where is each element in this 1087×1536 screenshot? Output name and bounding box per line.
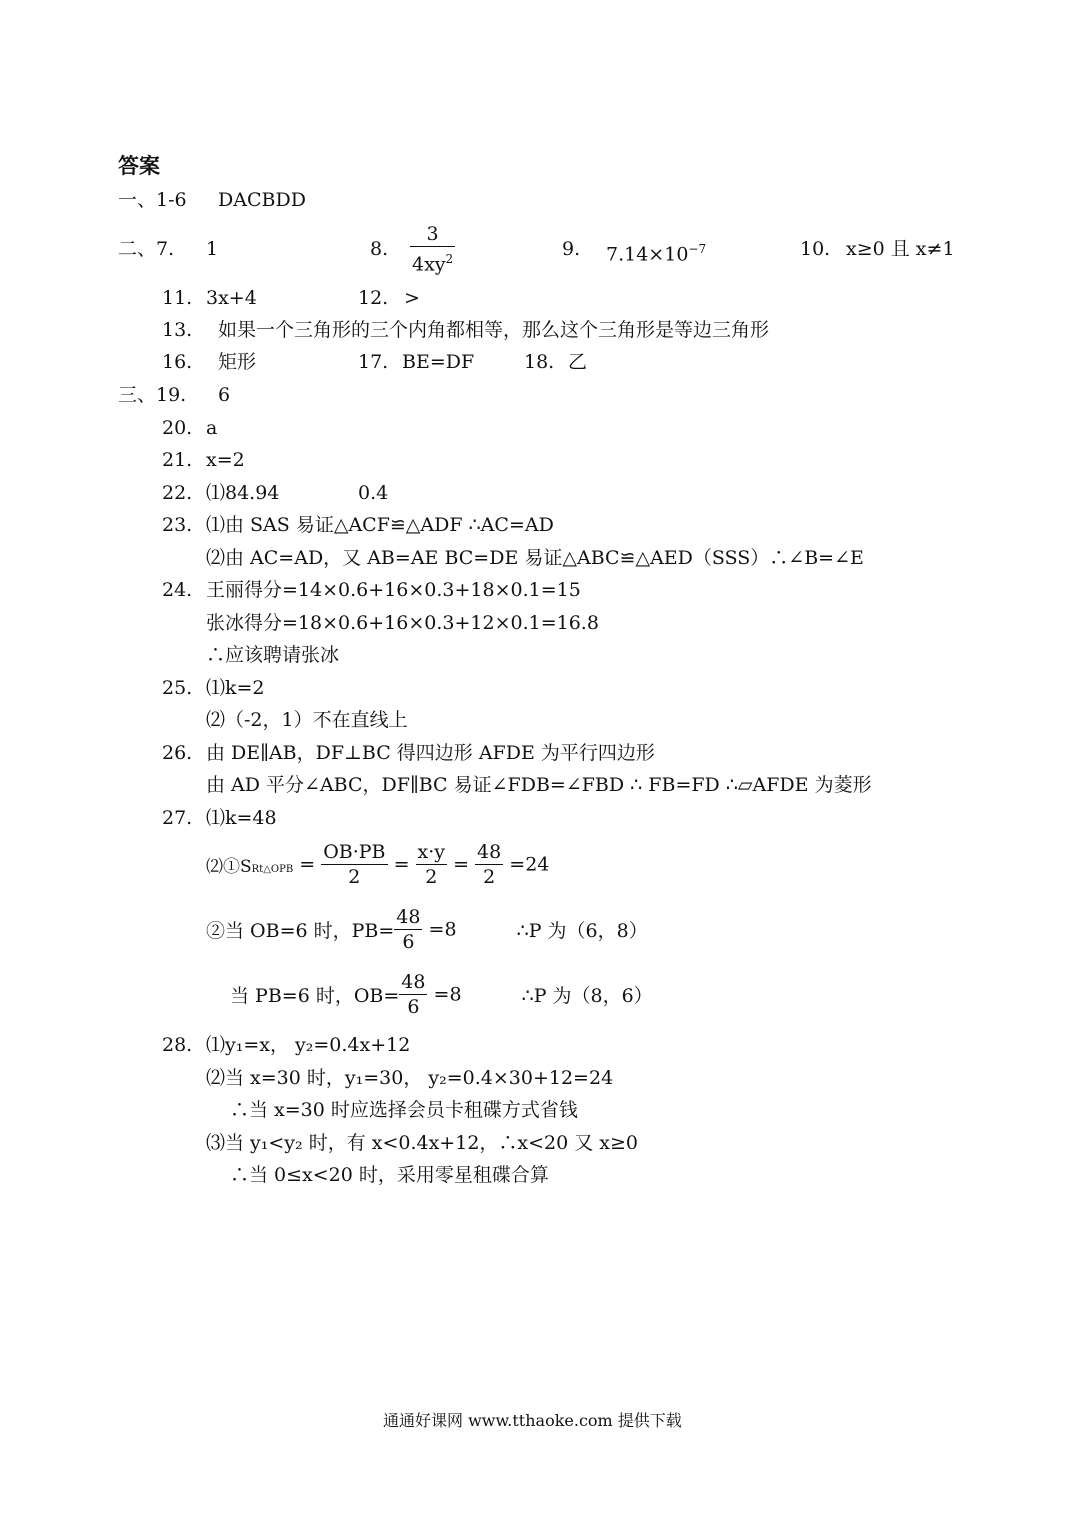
q26-label: 26. — [162, 742, 193, 764]
q25-part1: ⑴k=2 — [206, 677, 265, 699]
q23-part1: ⑴由 SAS 易证△ACF≌△ADF ∴AC=AD — [206, 514, 554, 536]
page-title: 答案 — [118, 154, 160, 178]
section1-answer: DACBDD — [218, 189, 306, 211]
q13-answer: 如果一个三角形的三个内角都相等，那么这个三角形是等边三角形 — [218, 319, 770, 341]
q28-part3-conclusion: ∴当 0≤x<20 时，采用零星租碟合算 — [230, 1164, 549, 1186]
q11-answer: 3x+4 — [206, 287, 257, 309]
q24-line3: ∴应该聘请张冰 — [206, 644, 340, 666]
q21-label: 21. — [162, 449, 193, 471]
q26-line1: 由 DE∥AB，DF⊥BC 得四边形 AFDE 为平行四边形 — [206, 742, 655, 764]
q25-part2: ⑵（-2，1）不在直线上 — [206, 709, 408, 731]
q8-fraction — [410, 222, 455, 276]
q27-formula: ⑵①SRt△OPB = $\frac{OB\cdot PB}{2}$ = $\frac{x\cdot y}{2}$ = $\frac{48}{2}$ =24 — [206, 841, 550, 888]
q19-label: 三、19. — [118, 384, 187, 406]
q28-label: 28. — [162, 1034, 193, 1056]
q28-part3: ⑶当 y₁<y₂ 时，有 x<0.4x+12，∴x<20 又 x≥0 — [206, 1132, 639, 1154]
q11-label: 11. — [162, 287, 193, 309]
q18-answer: 乙 — [568, 351, 588, 373]
q23-part2: ⑵由 AC=AD，又 AB=AE BC=DE 易证△ABC≌△AED（SSS）∴∠B=∠E — [206, 547, 864, 569]
q27-case2: 当 PB=6 时，OB= $\frac{48}{6}$ =8 ∴P 为（8，6） — [230, 971, 653, 1018]
section1-label: 一、1-6 — [118, 189, 187, 211]
q21-answer: x=2 — [206, 449, 245, 471]
q10-answer: x≥0 且 x≠1 — [846, 238, 955, 260]
q8-denominator: $4xy^2$ — [410, 246, 455, 276]
section2-label: 二、7. — [118, 238, 175, 260]
q28-part2-conclusion: ∴当 x=30 时应选择会员卡租碟方式省钱 — [230, 1099, 578, 1121]
q20-answer: a — [206, 417, 218, 439]
q7-answer: 1 — [206, 238, 219, 260]
q27-fraction-3: $\frac{48}{2}$ — [477, 841, 502, 888]
q16-label: 16. — [162, 351, 193, 373]
q19-answer: 6 — [218, 384, 231, 406]
q27-fraction-2: $\frac{x\cdot y}{2}$ — [417, 841, 446, 888]
q16-answer: 矩形 — [218, 351, 257, 373]
q24-line1: 王丽得分=14×0.6+16×0.3+18×0.1=15 — [206, 579, 581, 601]
q28-part2: ⑵当 x=30 时，y₁=30， y₂=0.4×30+12=24 — [206, 1067, 614, 1089]
q20-label: 20. — [162, 417, 193, 439]
q24-label: 24. — [162, 579, 193, 601]
q10-label: 10. — [800, 238, 831, 260]
q27-part1: ⑴k=48 — [206, 807, 277, 829]
q13-label: 13. — [162, 319, 193, 341]
q22-label: 22. — [162, 482, 193, 504]
q27-case1: ②当 OB=6 时，PB= $\frac{48}{6}$ =8 ∴P 为（6，8） — [206, 906, 648, 953]
q23-label: 23. — [162, 514, 193, 536]
q25-label: 25. — [162, 677, 193, 699]
q26-line2: 由 AD 平分∠ABC，DF∥BC 易证∠FDB=∠FBD ∴ FB=FD ∴▱AFDE 为菱形 — [206, 774, 872, 796]
q12-answer: > — [404, 287, 420, 309]
q18-label: 18. — [524, 351, 555, 373]
q22-answer-1: ⑴84.94 — [206, 482, 280, 504]
footer-credit: 通通好课网 www.tthaoke.com 提供下载 — [383, 1411, 682, 1430]
q22-answer-2: 0.4 — [358, 482, 389, 504]
q28-part1: ⑴y₁=x， y₂=0.4x+12 — [206, 1034, 411, 1056]
q9-label: 9. — [562, 238, 581, 260]
q24-line2: 张冰得分=18×0.6+16×0.3+12×0.1=16.8 — [206, 612, 599, 634]
q8-label: 8. — [370, 238, 389, 260]
q8-numerator: 3 — [426, 223, 439, 245]
q17-answer: BE=DF — [402, 351, 475, 373]
q17-label: 17. — [358, 351, 389, 373]
q9-answer: $7.14\times 10^{-7}$ — [606, 242, 707, 266]
q27-fraction-1: $\frac{OB\cdot PB}{2}$ — [323, 841, 386, 888]
q27-subscript: Rt△OPB — [251, 863, 294, 875]
q12-label: 12. — [358, 287, 389, 309]
q27-label: 27. — [162, 807, 193, 829]
